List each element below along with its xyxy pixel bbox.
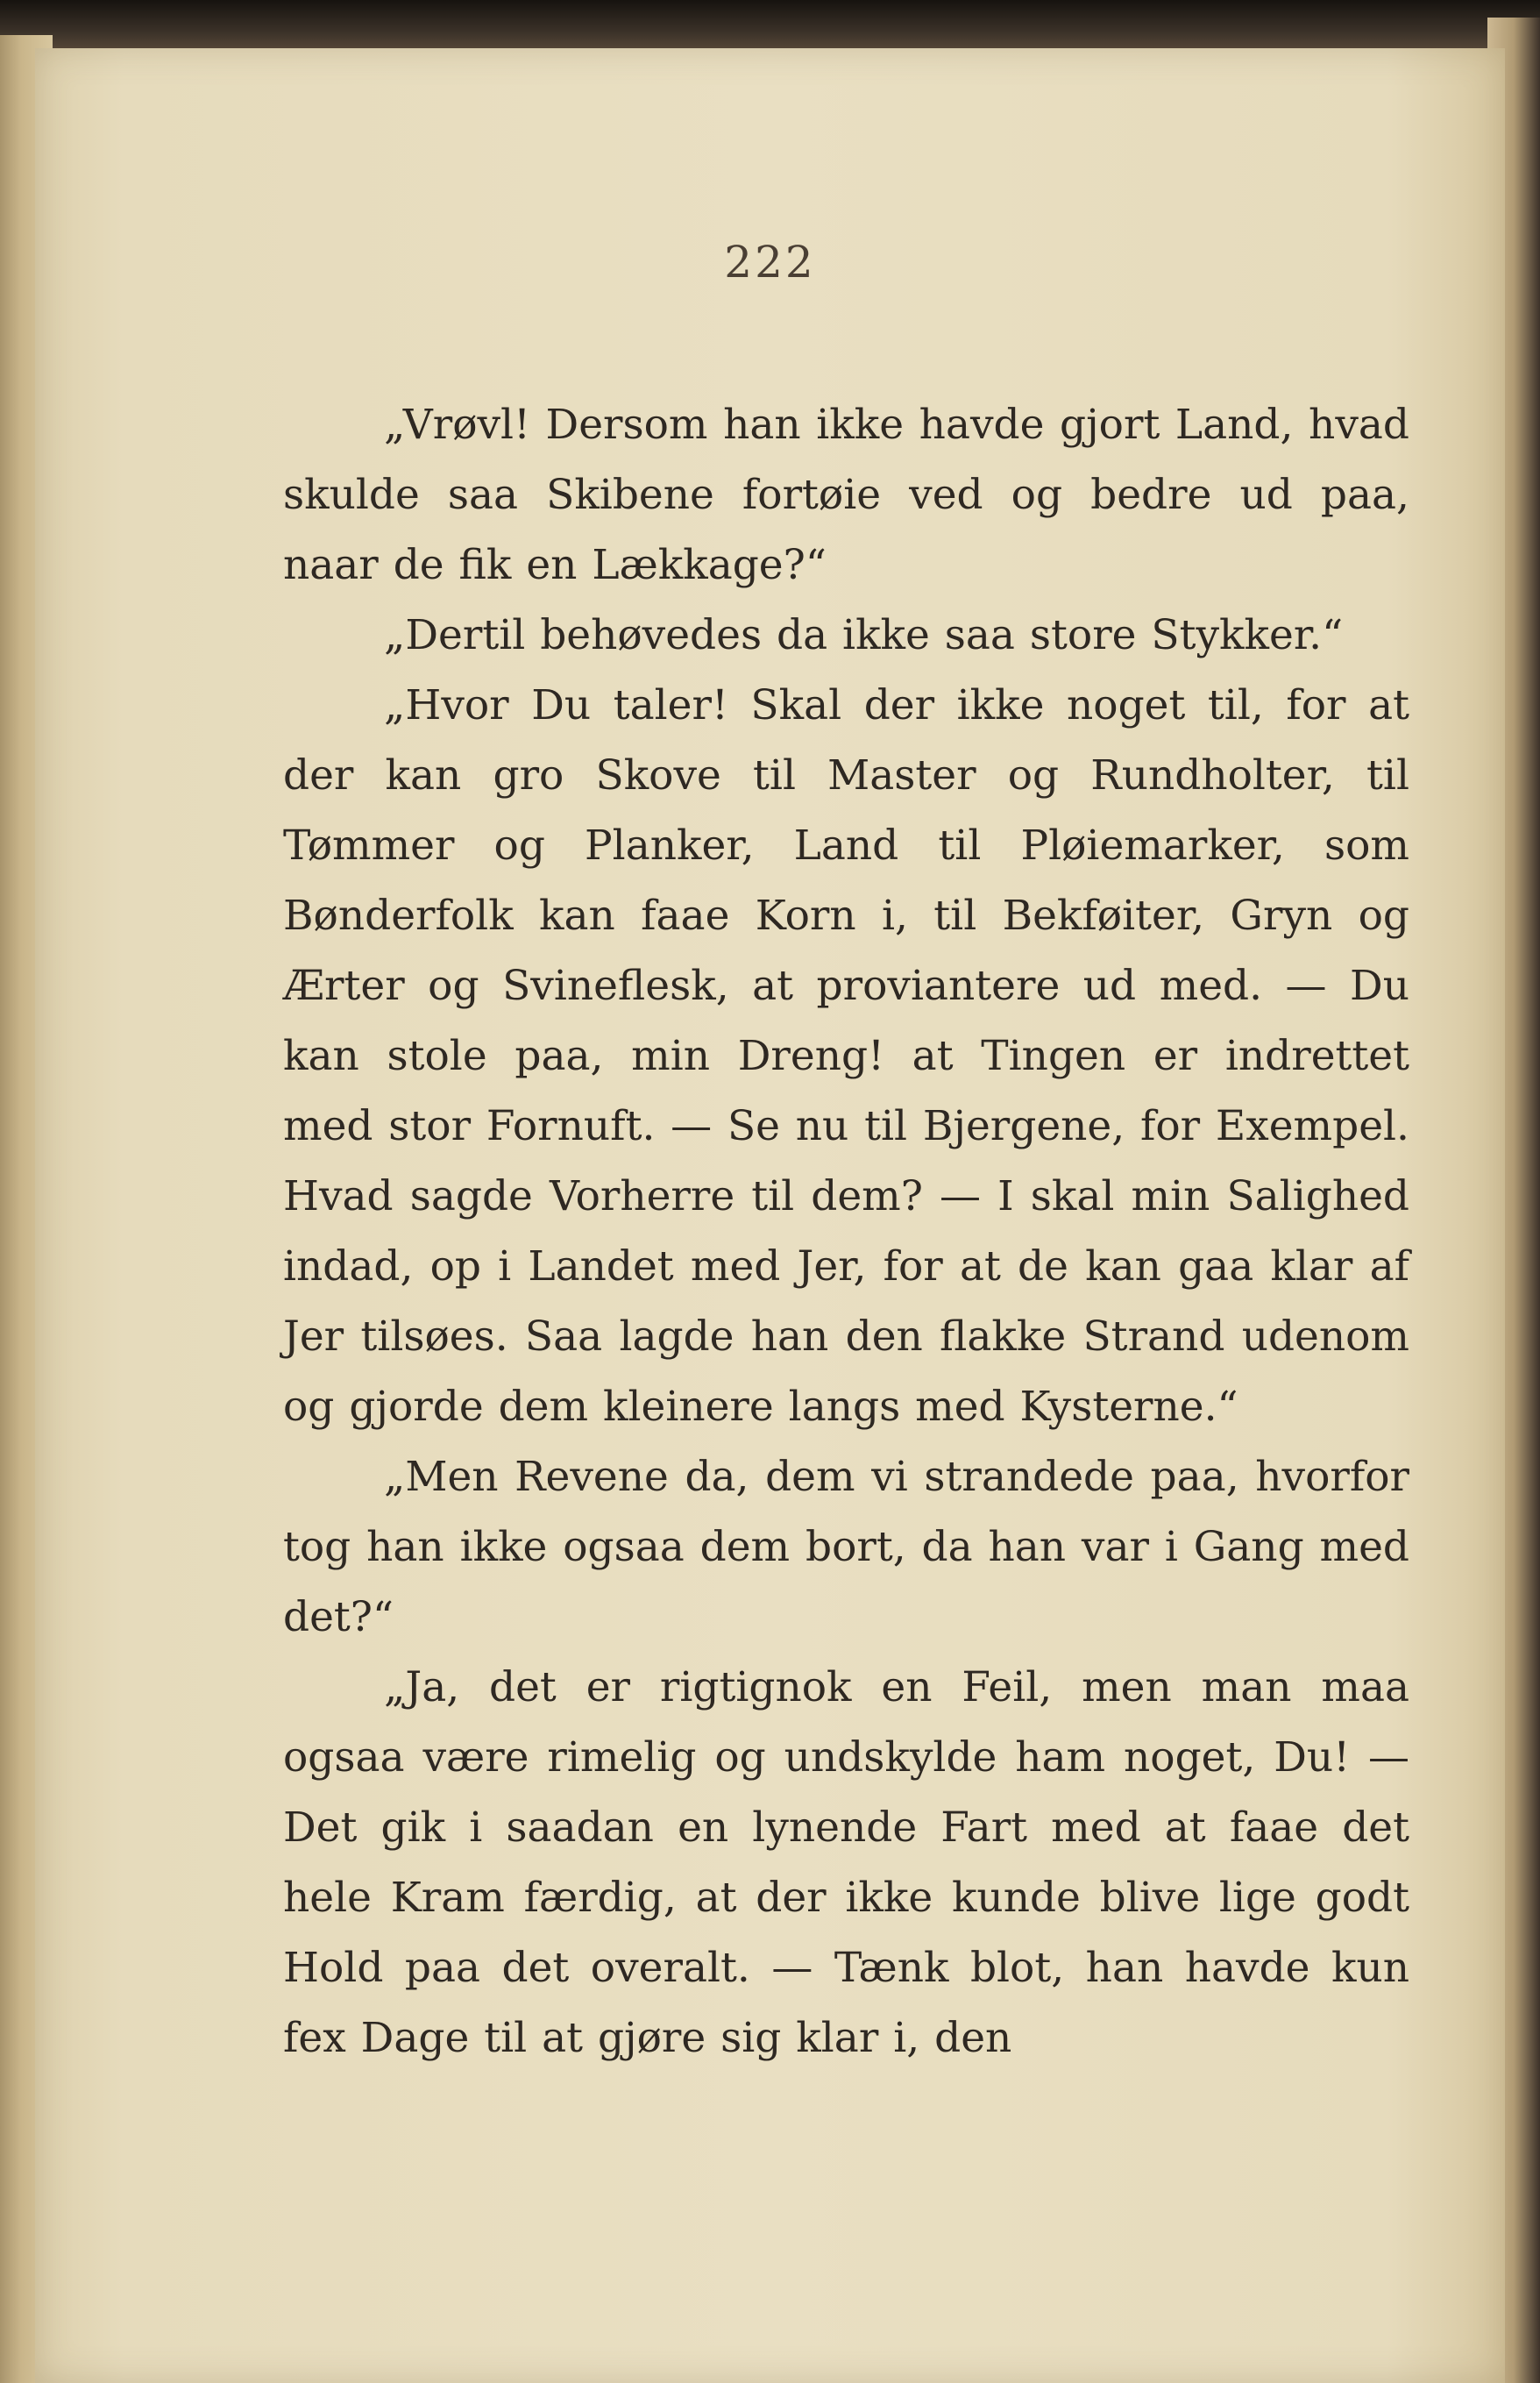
paragraph: „Dertil behøvedes da ikke saa store Stykker.“ bbox=[384, 611, 1344, 659]
book-page bbox=[35, 48, 1505, 2383]
paragraph: „Vrøvl! Dersom han ikke havde gjort Land, hvad skulde saa Skibene fortøie ved og bedre ud paa, naar de fik en Lækkage?“ bbox=[283, 401, 1409, 589]
paragraph: „Ja, det er rigtignok en Feil, men man maa ogsaa være rimelig og undskylde ham noget, Du! — Det gik i saadan en lynende Fart med at faae det hele Kram færdig, at der ikke kunde blive lige godt Hold paa det overalt. — Tænk blot, han havde kun fex Dage til at gjøre sig klar i, den bbox=[283, 1663, 1409, 2062]
paragraph: „Hvor Du taler! Skal der ikke noget til, for at der kan gro Skove til Master og Rundholter, til Tømmer og Planker, Land til Pløiemarker, som Bønderfolk kan faae Korn i, til Bekføiter, Gryn og Ærter og Svineflesk, at proviantere ud med. — Du kan stole paa, min Dreng! at Tingen er indrettet med stor Fornuft. — Se nu til Bjergene, for Exempel. Hvad sagde Vorherre til dem? — I skal min Salighed indad, op i Landet med Jer, for at de kan gaa klar af Jer tilsøes. Saa lagde han den flakke Strand udenom og gjorde dem kleinere langs med Kysterne.“ bbox=[283, 681, 1409, 1431]
book-top-edge bbox=[0, 0, 1540, 53]
page-number: 222 bbox=[724, 237, 816, 288]
body-text bbox=[283, 390, 1409, 2074]
paragraph: „Men Revene da, dem vi strandede paa, hvorfor tog han ikke ogsaa dem bort, da han var i Gang med det?“ bbox=[283, 1453, 1409, 1641]
